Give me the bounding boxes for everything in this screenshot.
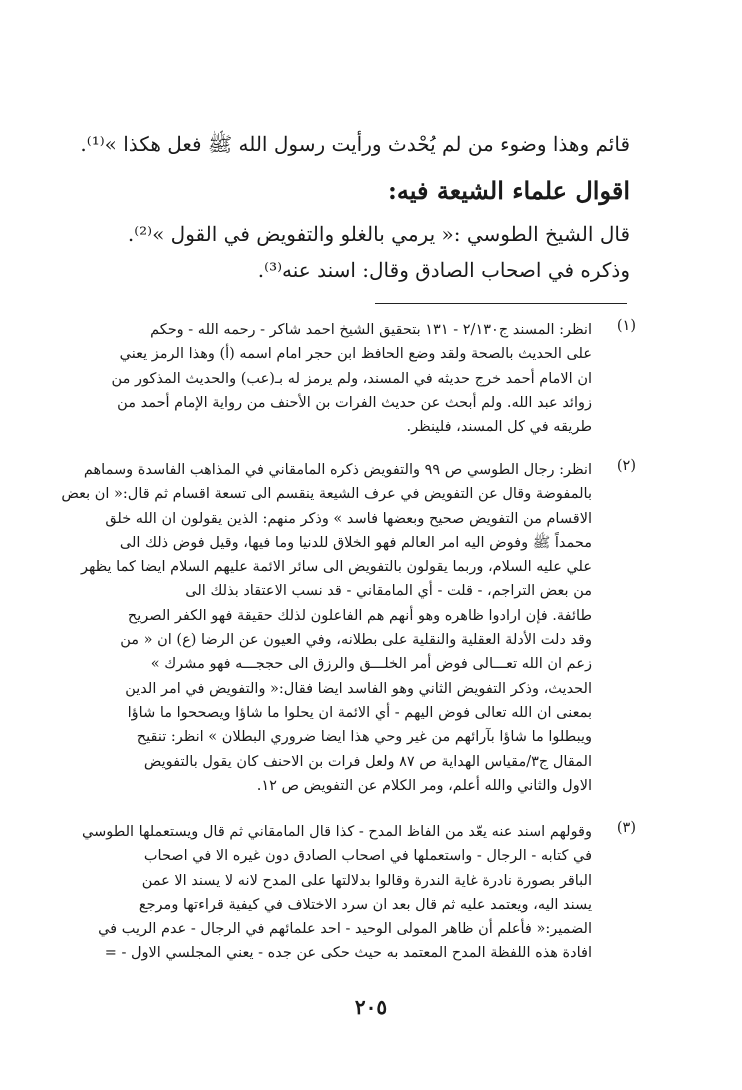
footnote-2 [61,458,592,798]
footnote-line: ويبطلوا ما شاؤا بآرائهم من غير وحي هذا ايضا ضروري البطلان » انظر: تنقيح [136,729,592,746]
footnote-line: من بعض التراجم، - قلت - أي المامقاني - قد نسب الاعتقاد بذلك الى [185,583,592,600]
footnote-line: في كتابه - الرجال - واستعملها في اصحاب الصادق دون غيره الا في اصحاب [143,848,592,865]
footnote-line: بمعنى ان الله تعالى فوض اليهم - أي الائمة ان يحلوا ما شاؤا ويصححوا ما شاؤا [127,704,592,721]
footnote-line: طائفة. فإن ارادوا ظاهره وهو أنهم هم الفاعلون لذلك حقيقة فهو الكفر الصريح [127,607,592,624]
footnote-line: انظر: المسند ج٢/١٣٠ - ١٣١ بتحقيق الشيخ احمد شاكر - رحمه الله - وحكم [150,322,592,338]
footnote-line: على الحديث بالصحة ولقد وضع الحافظ ابن حجر امام اسمه (أ) وهذا الرمز يعني [119,346,592,363]
footnote-line: ان الامام أحمد خرج حديثه في المسند، ولم يرمز له بـ(عب) والحديث المذكور من [111,370,592,387]
footnote-line: علي عليه السلام، وربما يقولون بالتفويض الى سائر الائمة عليهم السلام ايضا كما يظهر [80,559,592,576]
footnote-line: افادة هذه اللفظة المدح المعتمد به حيث حكى عن جده - يعني المجلسي الاول - = [104,945,592,962]
footnote-line: بالمفوضة وقال عن التفويض في عرف الشيعة ينقسم الى تسعة اقسام ثم قال:« ان بعض [61,486,592,503]
section-heading: اقوال علماء الشيعة فيه: [388,176,630,205]
main-text-line-3: قال الشيخ الطوسي :« يرمي بالغلو والتفويض في القول »⁽²⁾. [127,222,630,246]
footnote-line: الضمير:« فأعلم أن ظاهر المولى الوحيد - احد علمائهم في الرجال - عدم الريب في [98,921,592,938]
footnote-line: انظر: رجال الطوسي ص ٩٩ والتفويض ذكره المامقاني في المذاهب الفاسدة وسماهم [83,462,592,478]
page-number: ٢٠٥ [354,995,388,1019]
footnote-line: الحديث، وذكر التفويض الثاني وهو الفاسد ايضا فقال:« والتفويض في امر الدين [125,680,592,697]
footnote-line: وقولهم اسند عنه يعّد من الفاظ المدح - كذا قال المامقاني ثم قال ويستعملها الطوسي [81,824,592,840]
footnote-line: الاول والثاني والله أعلم، ومر الكلام عن التفويض ص ١٢. [256,777,592,794]
footnote-3 [81,820,592,966]
footnote-line: وقد دلت الأدلة العقلية والنقلية على بطلانه، وفي العيون عن الرضا (ع) ان « من [120,632,592,649]
footnote-line: الباقر بصورة نادرة غاية الندرة وقالوا بدلالتها على المدح لانه لا يسند الا عمن [141,872,592,889]
footnote-line: يسند اليه، ويعتمد عليه ثم قال بعد ان سرد الاختلاف في كيفية قراءتها ومرجع [138,896,592,913]
footnote-number: (٢) [616,458,636,474]
footnote-line: محمداً ﷺ وفوض اليه امر العالم فهو الخلاق للدنيا وما فيها، وقيل فوض ذلك الى [119,534,592,551]
footnote-1 [111,318,592,439]
footnote-line: زعم ان الله تعـــالى فوض أمر الخلـــق والرزق الى حججـــه فهو مشرك » [150,656,592,673]
footnote-number: (٣) [616,820,636,836]
footnote-line: طريقه في كل المسند، فلينظر. [406,419,592,436]
footnote-line: زوائد عبد الله. ولم أبحث عن حديث الفرات بن الأحنف من رواية الإمام أحمد من [117,394,592,411]
footnote-number: (١) [616,318,636,334]
footnote-line: المقال ج٣/مقياس الهداية ص ٨٧ ولعل فرات بن الاحنف كان يقول بالتفويض [143,753,592,770]
footnote-line: الاقسام من التفويض صحيح وبعضها فاسد » وذكر منهم: الذين يقولون ان الله خلق [105,510,592,527]
main-text-line-4: وذكره في اصحاب الصادق وقال: اسند عنه⁽³⁾. [257,258,630,282]
footnote-separator [375,303,627,304]
main-text-line-1: قائم وهذا وضوء من لم يُحْدث ورأيت رسول الله ﷺ فعل هكذا »⁽¹⁾. [80,132,630,156]
